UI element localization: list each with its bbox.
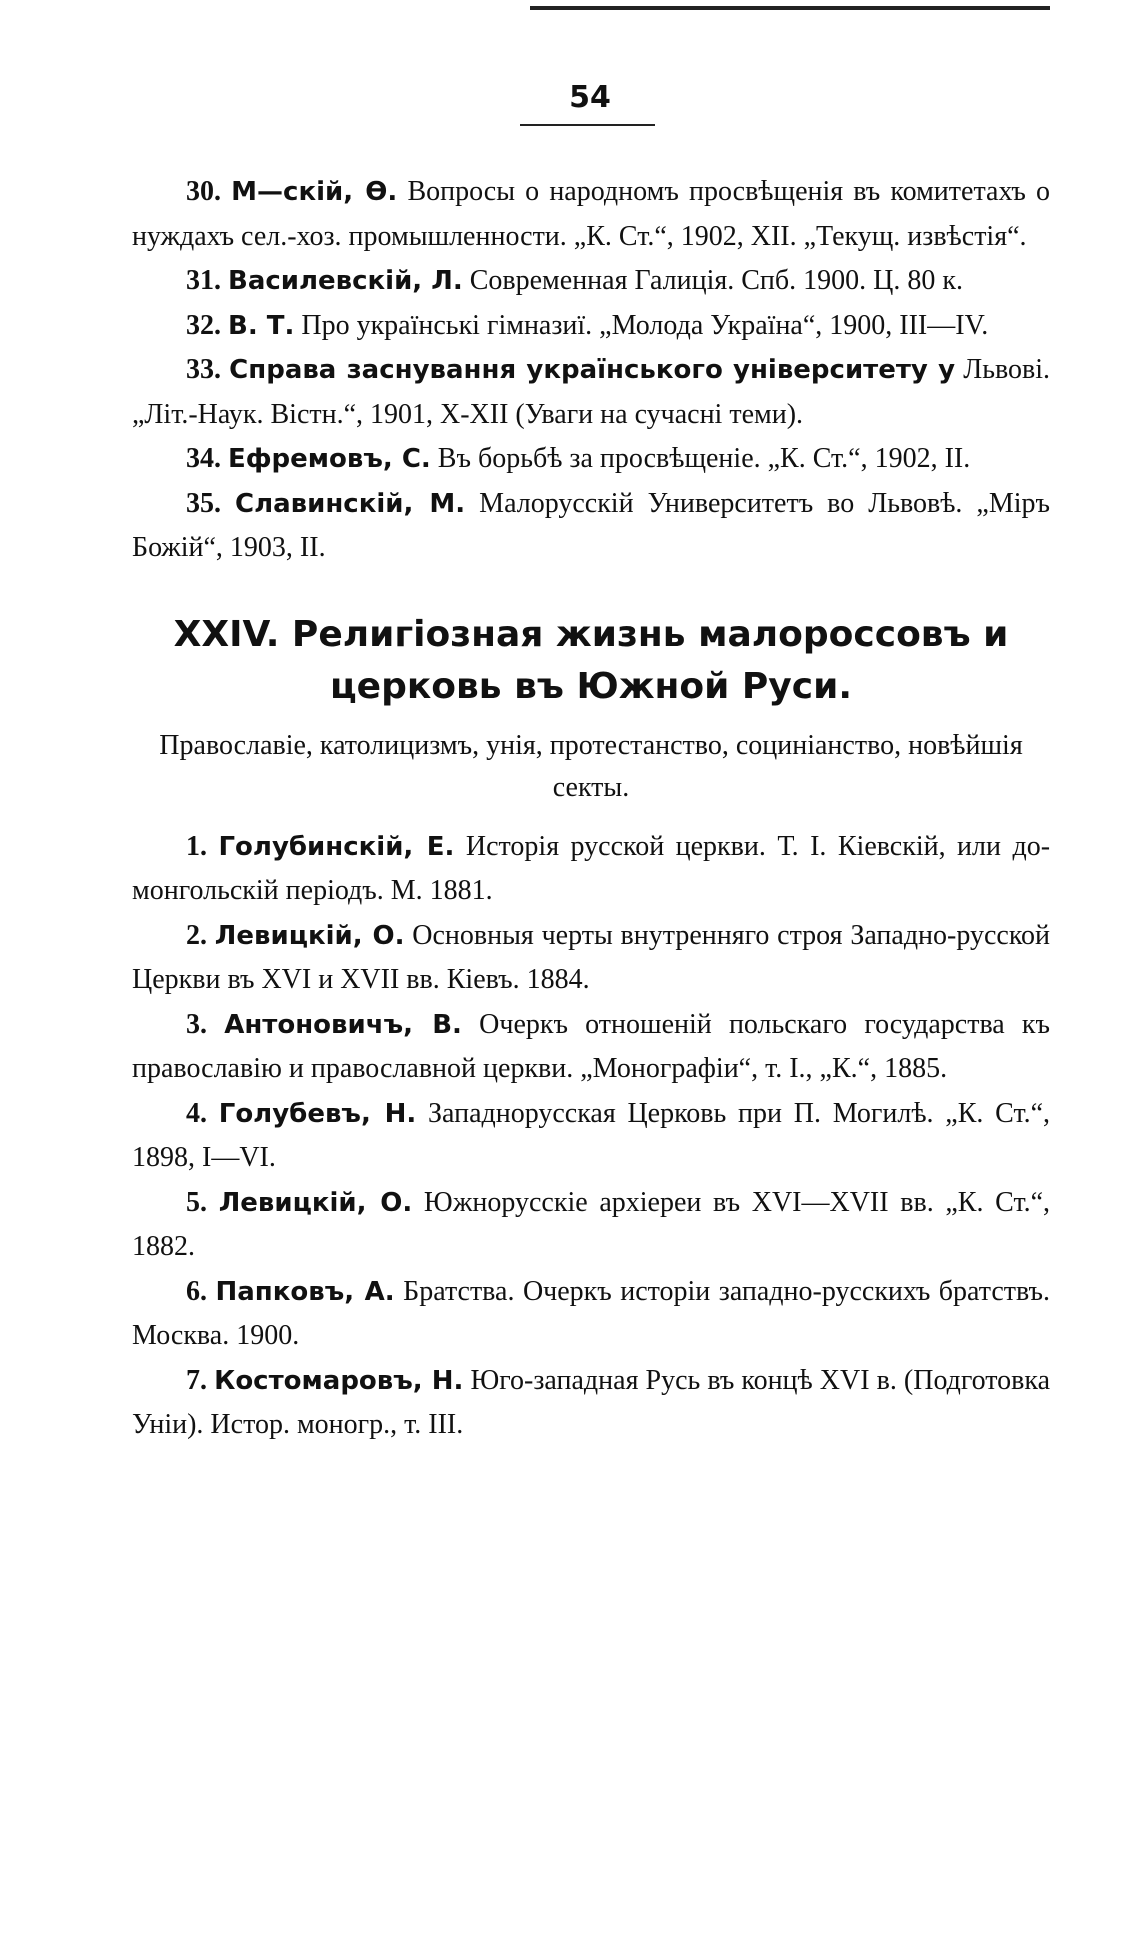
entry-number: 4.: [186, 1097, 207, 1129]
entry-text: Братства. Очеркъ исторіи западно-русскихъ братствъ. Москва. 1900.: [132, 1275, 1050, 1351]
bibliography-entry: [132, 1181, 1050, 1270]
bibliography-entry: [132, 1003, 1050, 1092]
entry-number: 7.: [186, 1364, 207, 1396]
entry-author: Папковъ, А.: [215, 1276, 395, 1307]
bibliography-entry: [132, 304, 1050, 349]
entry-text: Въ борьбѣ за просвѣщеніе. „К. Ст.“, 1902, II.: [437, 443, 971, 474]
entry-author: М—скій, Ѳ.: [231, 177, 398, 207]
bibliography-entry: [132, 170, 1050, 259]
entry-number: 3.: [186, 1008, 207, 1040]
entry-number: 31.: [186, 265, 221, 296]
bibliography-entry: [132, 1359, 1050, 1448]
entry-text: Очеркъ отношеній польскаго государства къ православію и православной церкви. „Монографіи“, т. I., „К.“, 1885.: [132, 1008, 1051, 1084]
section-subtitle: Православіе, католицизмъ, унія, протестанство, социніанство, новѣйшія секты.: [159, 729, 1023, 803]
entry-text: Западнорусская Церковь при П. Могилѣ. „К. Ст.“, 1898, I—VI.: [132, 1097, 1051, 1173]
entry-text: Южнорусскіе архіереи въ XVI—XVII вв. „К. Ст.“, 1882.: [132, 1186, 1051, 1262]
entry-text: Львові. „Літ.-Наук. Вістн.“, 1901, X-XII (Уваги на сучасні теми).: [132, 354, 1050, 430]
section-gap: [132, 571, 1050, 609]
entry-number: 2.: [186, 919, 207, 951]
entry-number: 1.: [186, 830, 207, 862]
page-number: 54: [569, 80, 611, 115]
page-content: [132, 170, 1050, 1448]
entry-text: Про українські гімназиї. „Молода Україна“, 1900, III—IV.: [301, 309, 989, 341]
entry-text: Исторія русской церкви. Т. I. Кіевскій, или до-монгольскій періодъ. М. 1881.: [132, 830, 1051, 906]
bibliography-entry: [132, 1092, 1050, 1181]
bibliography-entry: [132, 437, 1050, 482]
entry-text: Основныя черты внутренняго строя Западно-русской Церкви въ XVI и XVII вв. Кіевъ. 1884.: [132, 919, 1051, 995]
entry-author: Левицкій, О.: [218, 1187, 413, 1218]
entry-author: Ефремовъ, С.: [228, 444, 431, 474]
entry-number: 30.: [186, 176, 221, 207]
entry-author: Славинскій, М.: [235, 488, 466, 519]
entry-number: 5.: [186, 1186, 207, 1218]
top-rule: [530, 6, 1050, 10]
section-heading: XXIV. Религіозная жизнь малороссовъ и церковь въ Южной Руси.: [173, 613, 1009, 707]
bibliography-entry: [132, 348, 1050, 437]
entry-author: Справа заснування українського університету у: [229, 355, 956, 385]
entry-number: 34.: [186, 443, 221, 474]
entry-text: Малорусскій Университетъ во Львовѣ. „Міръ Божій“, 1903, II.: [132, 487, 1050, 563]
entry-text: Вопросы о народномъ просвѣщенія въ комитетахъ о нуждахъ сел.-хоз. промышленности. „К. Ст.“, 1902, XII. „Текущ. извѣстія“.: [132, 176, 1051, 252]
bibliography-entry: [132, 1270, 1050, 1359]
entry-number: 35.: [186, 487, 221, 519]
entry-author: Василевскій, Л.: [228, 266, 463, 296]
bibliography-entry: [132, 259, 1050, 304]
entry-author: Голубевъ, Н.: [218, 1098, 417, 1129]
entry-text: Современная Галиція. Спб. 1900. Ц. 80 к.: [469, 265, 963, 296]
entry-author: Левицкій, О.: [214, 920, 405, 951]
entry-author: Голубинскій, Е.: [218, 831, 455, 862]
entry-number: 6.: [186, 1275, 207, 1307]
bibliography-entry: [132, 482, 1050, 571]
entry-number: 33.: [186, 354, 221, 385]
bibliography-list-before: [132, 170, 1050, 571]
entry-author: Костомаровъ, Н.: [214, 1365, 464, 1396]
bibliography-entry: [132, 825, 1050, 914]
entry-number: 32.: [186, 309, 221, 341]
entry-text: Юго-западная Русь въ концѣ XVI в. (Подготовка Уніи). Истор. моногр., т. III.: [132, 1364, 1051, 1440]
entry-author: Антоновичъ, В.: [224, 1009, 462, 1040]
bibliography-entry: [132, 914, 1050, 1003]
bibliography-list-after: [132, 825, 1050, 1448]
page-number-rule: [520, 124, 655, 126]
entry-author: В. Т.: [228, 310, 295, 341]
